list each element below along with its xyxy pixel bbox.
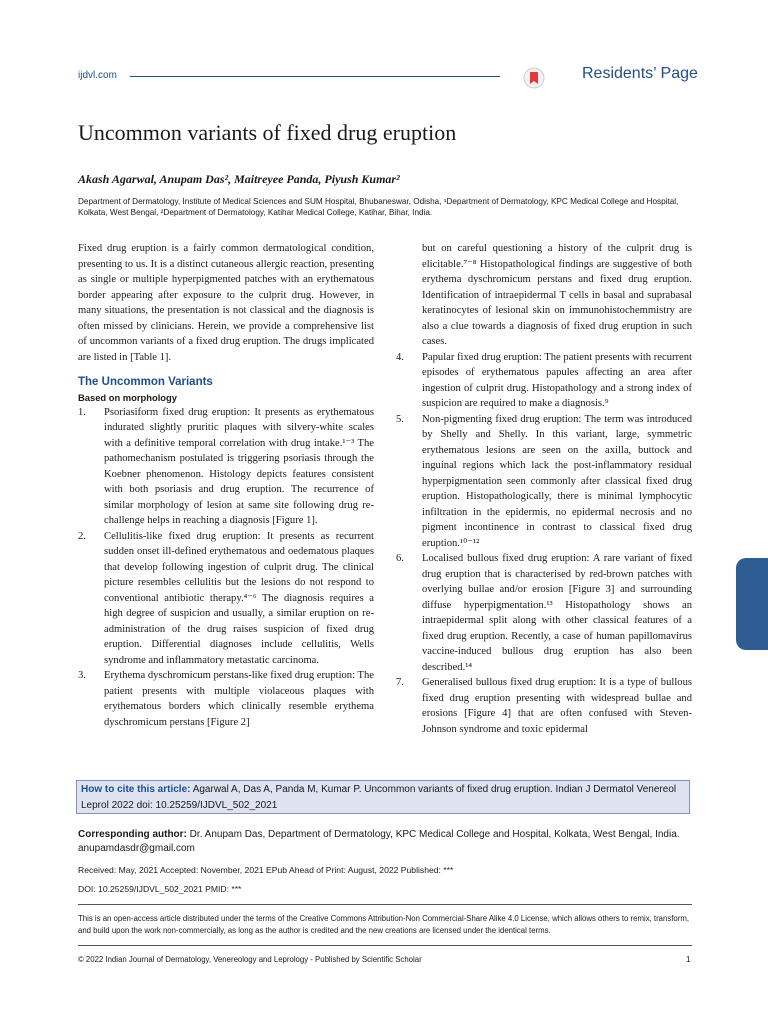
corresponding-label: Corresponding author: [78, 829, 187, 840]
item-text: Papular fixed drug eruption: The patient presents with recurrent episodes of erythematous papules affecting an area after ingestion of culprit drug. Histopathology and a strong index of suspicion are required to make a diagnosis.⁹ [422, 351, 692, 409]
item-text: Localised bullous fixed drug eruption: A rare variant of fixed drug eruption that is characterised by red-brown patches with overlying bullae and/or erosion [Figure 3] and surrounding diffuse hyperpigmentation.¹³ Histopathology shows an intraepidermal split along with other classical features of a fixed drug eruption. Recently, a case of human papillomavirus vaccine-induced bullous drug eruption has also been described.¹⁴ [422, 553, 692, 673]
header-rule [130, 76, 500, 77]
list-item [396, 675, 692, 737]
subheading: Based on morphology [78, 391, 177, 403]
site-link[interactable]: ijdvl.com [78, 70, 117, 81]
item-number: 2. [78, 530, 86, 542]
item-text: Psoriasiform fixed drug eruption: It presents as erythematous indurated slightly pruritic plaques with silvery-white scales with a definitive temporal correlation with drug intake.¹⁻³ The pathomechanism postulated is triggering psoriasis through the Koebner phenomenon. Histology depicts features consistent with both psoriasis and drug eruption. The recurrence of similar morphology of lesion at same site following drug re-challenge helps in reaching a diagnosis [Figure 1]. [104, 406, 374, 526]
side-tab[interactable] [736, 558, 768, 650]
corresponding-text: Dr. Anupam Das, Department of Dermatology, KPC Medical College and Hospital, Kolkata, West Bengal, India. anupamdasdr@gmail.com [78, 829, 680, 854]
item-text: Generalised bullous fixed drug eruption: It is a type of bullous fixed drug eruption presenting with widespread bullae and erosions [Figure 4] that are often confused with Steven-Johnson syndrome and toxic epidermal [422, 677, 692, 735]
column-left [78, 241, 374, 730]
column-right [396, 241, 692, 737]
item-number: 1. [78, 406, 86, 418]
license-text: This is an open-access article distributed under the terms of the Creative Commons Attribution-Non Commercial-Share Alike 4.0 License, which allows others to remix, transform, and build upon the work non-commercially, as long as the author is credited and the new creations are licensed under the identical terms. [78, 914, 690, 935]
affiliations: Department of Dermatology, Institute of Medical Sciences and SUM Hospital, Bhubaneswar, Odisha, ¹Department of Dermatology, KPC Medical College and Hospital, Kolkata, West Bengal, ²Department of Dermatology, Katihar Medical College, Katihar, Bihar, India. [78, 197, 679, 217]
publication-dates: Received: May, 2021 Accepted: November, 2021 EPub Ahead of Print: August, 2022 Published: *** [78, 865, 454, 875]
citation-box [76, 780, 690, 814]
list-item [78, 668, 374, 730]
corresponding-author [78, 828, 692, 856]
divider [78, 945, 692, 946]
footer-copyright: © 2022 Indian Journal of Dermatology, Venereology and Leprology - Published by Scientific Scholar [78, 955, 422, 964]
author-list: Akash Agarwal, Anupam Das², Maitreyee Panda, Piyush Kumar² [78, 172, 400, 186]
list-item [396, 350, 692, 412]
list-item [396, 551, 692, 675]
doi-line: DOI: 10.25259/IJDVL_502_2021 PMID: *** [78, 884, 242, 894]
item-text: Cellulitis-like fixed drug eruption: It presents as recurrent sudden onset ill-defined erythematous and oedematous plaques that develop following ingestion of culprit drug. The clinical picture resembles cellulitis but the lesions do not respond to conventional antibiotic therapy.⁴⁻⁶ The diagnosis requires a high degree of suspicion and usually, a similar eruption on re-administration of the drug raises suspicion of fixed drug eruption. Differential diagnoses include cellulitis, Wells syndrome and inflammatory metastatic carcinoma. [104, 530, 374, 666]
list-item [78, 529, 374, 669]
citation-text: Agarwal A, Das A, Panda M, Kumar P. Uncommon variants of fixed drug eruption. Indian J Dermatol Venereol Leprol 2022 doi: 10.25259/IJDVL_502_2021 [81, 784, 677, 811]
list-item [78, 405, 374, 529]
divider [78, 904, 692, 905]
item-text: Non-pigmenting fixed drug eruption: The term was introduced by Shelly and Shelly. In this variant, large, symmetric erythematous lesions are seen on the axilla, buttock and inguinal regions which lack the post-inflammatory residual hyperpigmentation seen commonly after classical fixed drug eruption. Histopathologically, there is minimal lymphocytic infiltration in the epidermis, no epidermal necrosis and no pigment incontinence in contrast to classical fixed drug eruption.¹⁰⁻¹² [422, 413, 692, 549]
page-number: 1 [686, 955, 691, 964]
bookmark-icon [523, 67, 545, 89]
section-heading: The Uncommon Variants [78, 376, 213, 388]
item-number: 5. [396, 413, 404, 425]
intro-paragraph: Fixed drug eruption is a fairly common dermatological condition, presenting to us. It is a distinct cutaneous allergic reaction, presenting as single or multiple hyperpigmented patches with an erythematous border appearing after exposure to the culprit drug. However, in many situations, the presentation is not classical and the diagnosis is often missed by clinicians. Herein, we provide a comprehensive list of uncommon variants of a fixed drug eruption. The drugs implicated are listed in [Table 1]. [78, 243, 374, 363]
item-text: Erythema dyschromicum perstans-like fixed drug eruption: The patient presents with multiple violaceous plaques with erythematous borders which clinically resemble erythema dyschromicum perstans [Figure 2] [104, 670, 374, 728]
item-number: 7. [396, 677, 404, 688]
citation-label: How to cite this article: [81, 784, 191, 795]
section-label: Residents’ Page [582, 65, 698, 82]
continuation-text: but on careful questioning a history of the culprit drug is elicitable.⁷⁻⁸ Histopathological findings are suggestive of both erythema dyschromicum perstans and fixed drug eruption. Identification of intraepidermal T cells in basal and suprabasal keratinocytes of lesional skin on immunohistochemmistry are also a clue towards a diagnosis of fixed drug eruption in such cases. [422, 243, 692, 347]
list-item [396, 412, 692, 552]
journal-header [0, 56, 768, 96]
item-number: 4. [396, 351, 404, 363]
item-number: 6. [396, 553, 404, 564]
item-number: 3. [78, 670, 86, 681]
article-title: Uncommon variants of fixed drug eruption [78, 120, 457, 145]
